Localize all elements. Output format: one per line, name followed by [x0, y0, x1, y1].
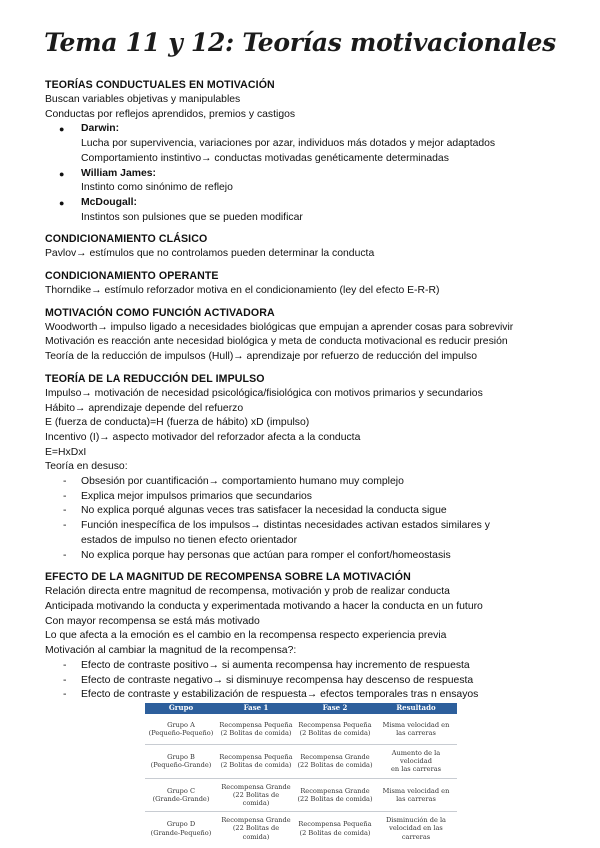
bullet-line: Instinto como sinónimo de reflejo	[81, 182, 233, 194]
table-cell-grupo	[145, 778, 217, 812]
table-header-cell: Resultado	[375, 703, 457, 714]
cell-line: Recompensa Pequeña	[298, 820, 372, 829]
dash-line: Efecto de contraste y estabilización de respuesta→ efectos temporales tras n ensayos	[81, 689, 479, 701]
bullet-item	[45, 122, 565, 166]
dash-line: No explica porque hay personas que actúan para romper el confort/homeostasis	[81, 549, 451, 561]
cell-line: (2 Bolitas de comida)	[299, 828, 371, 837]
text-line: E=HxDxI	[45, 446, 87, 458]
cell-line: (2 Bolitas de comida)	[220, 761, 292, 770]
text-line: E (fuerza de conducta)=H (fuerza de hábito) xD (impulso)	[45, 417, 310, 429]
table-row	[145, 745, 457, 779]
table-cell-resultado	[375, 745, 457, 779]
text-line: Impulso→ motivación de necesidad psicológica/fisiológica con motivos primarios y secundarios	[45, 387, 483, 399]
text-line: Lo que afecta a la emoción es el cambio en la recompensa respecto experiencia previa	[45, 630, 447, 642]
bullet-dot: ●	[59, 124, 65, 135]
bullet-title: McDougall:	[81, 196, 137, 208]
dash-item	[45, 688, 565, 703]
dash-item	[45, 674, 565, 689]
dash-item	[45, 475, 565, 490]
cell-line: en las carreras	[390, 765, 442, 774]
section	[45, 232, 565, 262]
dash-item	[45, 504, 565, 519]
section	[45, 372, 565, 563]
cell-line: Recompensa Grande	[300, 753, 370, 762]
section	[45, 269, 565, 299]
table-header-row	[145, 703, 457, 714]
text-line: Hábito→ aprendizaje depende del refuerzo	[45, 402, 244, 414]
cell-line: las carreras	[396, 794, 436, 803]
cell-line: Grupo C	[167, 786, 195, 795]
cell-line: Misma velocidad en	[382, 786, 450, 795]
text-line: Pavlov→ estímulos que no controlamos pueden determinar la conducta	[45, 248, 375, 260]
section	[45, 570, 565, 703]
dash-item	[45, 549, 565, 564]
cell-line: (2 Bolitas de comida)	[220, 729, 292, 737]
table-cell-resultado	[375, 812, 457, 845]
text-line: Relación directa entre magnitud de recompensa, motivación y prob de realizar conducta	[45, 586, 450, 598]
dash-line: estados de impulso no tienen efecto orientador	[81, 534, 298, 546]
table-cell-fase1	[217, 778, 295, 812]
table-row	[145, 714, 457, 745]
table-header-cell: Fase 1	[217, 703, 295, 714]
dash-mark: -	[63, 549, 67, 561]
dash-item	[45, 490, 565, 505]
table-cell-resultado	[375, 778, 457, 812]
dash-mark: -	[63, 520, 67, 532]
cell-line: (Grande-Grande)	[152, 794, 210, 803]
cell-line: (Grande-Pequeño)	[150, 828, 212, 837]
cell-line: Recompensa Grande	[221, 782, 291, 791]
section-heading: TEORÍA DE LA REDUCCIÓN DEL IMPULSO	[45, 372, 265, 385]
dash-line: Efecto de contraste negativo→ si disminuye recompensa hay descenso de respuesta	[81, 674, 474, 686]
table-cell-grupo	[145, 714, 217, 745]
dash-line: Efecto de contraste positivo→ si aumenta recompensa hay incremento de respuesta	[81, 659, 470, 671]
text-line: Conductas por reflejos aprendidos, premios y castigos	[45, 108, 296, 120]
cell-line: (Pequeño-Pequeño)	[148, 729, 214, 737]
table-cell-fase2	[295, 745, 375, 779]
results-table-figure	[145, 703, 457, 845]
dash-mark: -	[63, 659, 67, 671]
section-heading: CONDICIONAMIENTO CLÁSICO	[45, 233, 208, 246]
cell-line: (2 Bolitas de comida)	[299, 729, 371, 737]
dash-mark: -	[63, 505, 67, 517]
section	[45, 78, 565, 225]
table-cell-fase1	[217, 745, 295, 779]
table-row	[145, 812, 457, 845]
cell-line: Recompensa Grande	[300, 786, 370, 795]
bullet-dot: ●	[59, 168, 65, 179]
bullet-title: William James:	[81, 167, 156, 179]
dash-item	[45, 519, 565, 548]
table-cell-fase2	[295, 714, 375, 745]
table-cell-fase1	[217, 812, 295, 845]
dash-item	[45, 659, 565, 674]
table-cell-grupo	[145, 812, 217, 845]
cell-line: Recompensa Pequeña	[219, 753, 293, 762]
cell-line: (22 Bolitas de comida)	[232, 790, 280, 808]
cell-line: Misma velocidad en	[382, 720, 450, 729]
section-heading: EFECTO DE LA MAGNITUD DE RECOMPENSA SOBRE LA MOTIVACIÓN	[45, 571, 411, 584]
cell-line: (Pequeño-Grande)	[150, 761, 212, 770]
cell-line: Recompensa Pequeña	[219, 720, 293, 729]
cell-line: las carreras	[396, 729, 436, 737]
text-line: Teoría de la reducción de impulsos (Hull)→ aprendizaje por refuerzo de reducción del impulso	[45, 351, 478, 363]
cell-line: Aumento de la velocidad	[391, 749, 441, 766]
dash-line: Explica mejor impulsos primarios que secundarios	[81, 490, 312, 502]
text-line: Anticipada motivando la conducta y experimentada motivando a hacer la conducta en un futuro	[45, 600, 483, 612]
table-header-cell: Fase 2	[295, 703, 375, 714]
bullet-item	[45, 167, 565, 196]
text-line: Buscan variables objetivas y manipulables	[45, 94, 241, 105]
section-heading: MOTIVACIÓN COMO FUNCIÓN ACTIVADORA	[45, 306, 275, 319]
section-heading: CONDICIONAMIENTO OPERANTE	[45, 270, 219, 283]
table-cell-fase2	[295, 812, 375, 845]
text-line: Incentivo (I)→ aspecto motivador del reforzador afecta a la conducta	[45, 431, 361, 443]
bullet-line: Instintos son pulsiones que se pueden modificar	[81, 211, 303, 223]
table-row	[145, 778, 457, 812]
cell-line: (22 Bolitas de comida)	[297, 761, 373, 770]
dash-line: No explica porqué algunas veces tras satisfacer la necesidad la conducta sigue	[81, 505, 447, 517]
bullet-dot: ●	[59, 197, 65, 208]
text-line: Teoría en desuso:	[45, 461, 128, 473]
cell-line: velocidad en las carreras	[389, 824, 443, 841]
text-line: Thorndike→ estímulo reforzador motiva en el condicionamiento (ley del efecto E-R-R)	[45, 285, 440, 297]
table-header-cell: Grupo	[145, 703, 217, 714]
table-cell-resultado	[375, 714, 457, 745]
cell-line: (22 Bolitas de comida)	[297, 794, 373, 803]
cell-line: Recompensa Pequeña	[298, 720, 372, 729]
bullet-title: Darwin:	[81, 123, 120, 135]
page-title: Tema 11 y 12: Teorías motivacionales	[44, 28, 556, 57]
table-cell-fase1	[217, 714, 295, 745]
dash-line: Obsesión por cuantificación→ comportamiento humano muy complejo	[81, 476, 404, 488]
dash-line: Función inespecífica de los impulsos→ distintas necesidades activan estados similares y	[81, 520, 490, 532]
table-body	[145, 714, 457, 845]
cell-line: Grupo D	[166, 820, 196, 829]
dash-mark: -	[63, 689, 67, 701]
section	[45, 306, 565, 365]
dash-mark: -	[63, 674, 67, 686]
table-cell-grupo	[145, 745, 217, 779]
section-heading: TEORÍAS CONDUCTUALES EN MOTIVACIÓN	[45, 79, 275, 91]
dash-mark: -	[63, 490, 67, 502]
text-line: Con mayor recompensa se está más motivado	[45, 615, 260, 627]
bullet-line: Lucha por supervivencia, variaciones por azar, individuos más dotados y mejor adaptados	[81, 138, 496, 150]
text-line: Woodworth→ impulso ligado a necesidades biológicas que empujan a aprender cosas para sobrevivir	[45, 321, 514, 333]
text-line: Motivación es reacción ante necesidad biológica y meta de conducta motivacional es reducir presión	[45, 336, 508, 348]
results-table	[145, 703, 457, 845]
bullet-item	[45, 196, 565, 225]
dash-mark: -	[63, 476, 67, 488]
document-body	[45, 78, 565, 703]
cell-line: Grupo B	[167, 753, 195, 762]
cell-line: Recompensa Grande	[221, 816, 291, 825]
table-cell-fase2	[295, 778, 375, 812]
text-line: Motivación al cambiar la magnitud de la recompensa?:	[45, 645, 297, 657]
cell-line: Grupo A	[167, 720, 195, 729]
cell-line: Disminución de la	[385, 816, 446, 825]
bullet-line: Comportamiento instintivo→ conductas motivadas genéticamente determinadas	[81, 152, 449, 164]
cell-line: (22 Bolitas de comida)	[232, 824, 280, 841]
